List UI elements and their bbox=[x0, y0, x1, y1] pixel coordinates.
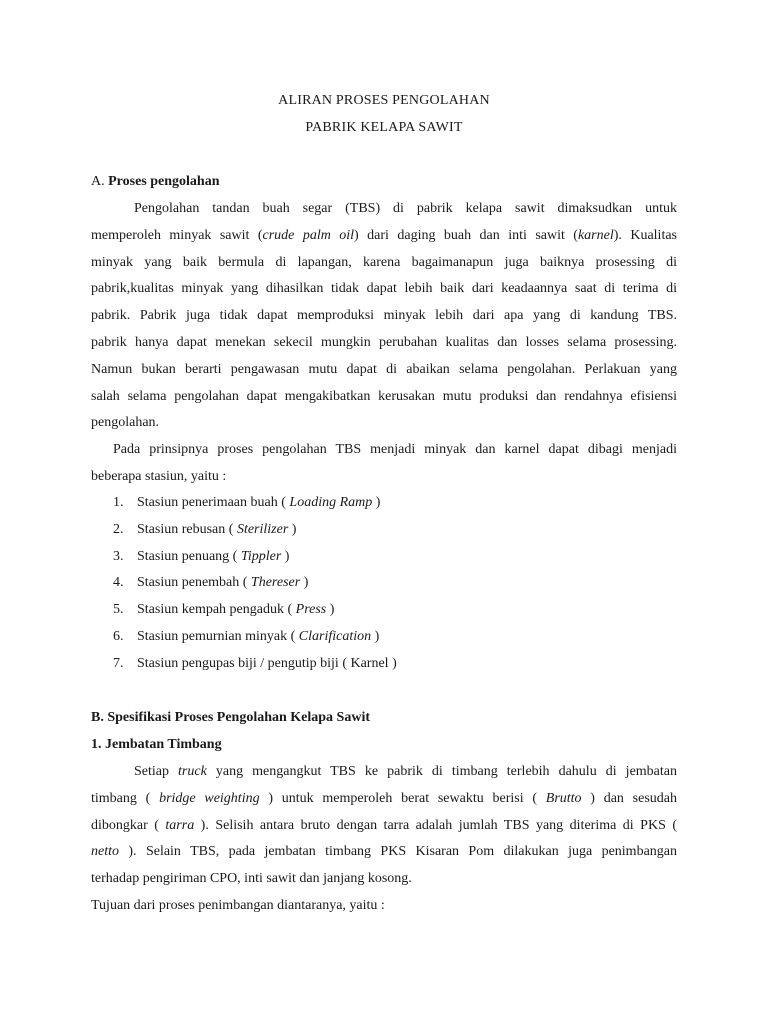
paragraph-line: beberapa stasiun, yaitu : bbox=[91, 468, 227, 484]
italic-term: Clarification bbox=[298, 628, 372, 644]
italic-term: Brutto bbox=[545, 790, 582, 806]
section-b-subheading-1: 1. Jembatan Timbang bbox=[91, 737, 222, 752]
section-b-heading: B. Spesifikasi Proses Pengolahan Kelapa Sawit bbox=[91, 710, 371, 725]
station-list bbox=[113, 490, 397, 678]
paragraph-line bbox=[91, 223, 677, 250]
paragraph-line: pabrik. Pabrik juga tidak dapat memproduksi minyak lebih dari apa yang di kandung TBS. bbox=[91, 308, 677, 324]
paragraph-line: Namun bukan berarti pengawasan mutu dapat di abaikan selama pengolahan. Perlakuan yang bbox=[91, 361, 677, 377]
italic-term: karnel bbox=[577, 227, 614, 243]
paragraph-line bbox=[91, 839, 677, 866]
section-a-prefix: A. bbox=[91, 174, 105, 189]
paragraph-line bbox=[91, 759, 677, 786]
section-a-paragraph-1 bbox=[91, 196, 677, 437]
text-run: ) dan sesudah bbox=[581, 790, 678, 806]
list-number: 4. bbox=[113, 575, 124, 591]
list-number: 1. bbox=[113, 495, 124, 510]
text-run: yang mengangkut TBS ke pabrik di timbang terlebih dahulu di jembatan bbox=[206, 764, 677, 779]
text-run: Setiap bbox=[134, 764, 179, 779]
italic-term: tarra bbox=[165, 817, 195, 833]
italic-term: crude palm oil bbox=[262, 227, 355, 243]
paragraph-line: Pengolahan tandan buah segar (TBS) di pabrik kelapa sawit dimaksudkan untuk bbox=[134, 201, 677, 216]
list-number: 7. bbox=[113, 655, 124, 671]
list-number: 2. bbox=[113, 521, 124, 537]
paragraph-line bbox=[91, 813, 677, 840]
italic-term: netto bbox=[91, 844, 119, 860]
text-run: timbang ( bbox=[91, 790, 160, 806]
text-run: dibongkar ( bbox=[91, 817, 166, 833]
paragraph-line: Tujuan dari proses penimbangan diantaranya, yaitu : bbox=[91, 898, 385, 913]
paragraph-line bbox=[91, 786, 677, 813]
list-number: 3. bbox=[113, 548, 124, 564]
text-run: ) bbox=[288, 521, 297, 537]
text-run: Stasiun pemurnian minyak ( bbox=[137, 628, 299, 644]
document-title-line-2: PABRIK KELAPA SAWIT bbox=[305, 120, 463, 135]
text-run: ) dari daging buah dan inti sawit ( bbox=[354, 227, 578, 243]
list-item bbox=[113, 597, 397, 624]
section-b-paragraph-1 bbox=[91, 759, 677, 893]
paragraph-line: minyak yang baik bermula di lapangan, karena bagaimanapun juga baiknya prosessing di bbox=[91, 254, 677, 270]
text-run: ) bbox=[326, 602, 335, 618]
italic-term: Press bbox=[295, 602, 327, 618]
text-run: Stasiun penuang ( bbox=[137, 548, 241, 564]
list-item bbox=[113, 570, 397, 597]
list-item bbox=[113, 517, 397, 544]
list-item bbox=[113, 490, 397, 517]
italic-term: Thereser bbox=[250, 575, 301, 591]
paragraph-line: salah selama pengolahan dapat mengakibatkan kerusakan mutu produksi dan rendahnya efisiensi bbox=[91, 388, 677, 404]
text-run: ) bbox=[281, 548, 290, 564]
italic-term: Tippler bbox=[240, 548, 282, 564]
text-run: Stasiun penembah ( bbox=[137, 575, 251, 591]
section-b-paragraph-2 bbox=[91, 893, 677, 920]
paragraph-line: pabrik,kualitas minyak yang dihasilkan tidak dapat lebih baik dari keadaannya saat di terima di bbox=[91, 281, 677, 297]
paragraph-line: terhadap pengiriman CPO, inti sawit dan janjang kosong. bbox=[91, 871, 412, 887]
text-run: ) bbox=[371, 628, 380, 644]
text-run: ). Kualitas bbox=[613, 227, 677, 243]
list-item bbox=[113, 651, 397, 678]
text-run: Stasiun rebusan ( bbox=[137, 521, 237, 537]
text-run: ). Selain TBS, pada jembatan timbang PKS Kisaran Pom dilakukan juga penimbangan bbox=[119, 844, 677, 860]
list-number: 5. bbox=[113, 602, 124, 618]
list-number: 6. bbox=[113, 628, 124, 644]
document-title-line-1: ALIRAN PROSES PENGOLAHAN bbox=[278, 93, 490, 108]
list-item bbox=[113, 544, 397, 571]
list-item bbox=[113, 624, 397, 651]
section-a-heading bbox=[91, 174, 220, 190]
text-run: ). Selisih antara bruto dengan tarra adalah jumlah TBS yang diterima di PKS ( bbox=[194, 817, 677, 833]
italic-term: bridge weighting bbox=[159, 790, 260, 806]
text-run: ) bbox=[300, 575, 309, 591]
text-run: memperoleh minyak sawit ( bbox=[91, 227, 263, 243]
paragraph-line: pengolahan. bbox=[91, 415, 160, 431]
paragraph-line: pabrik hanya dapat menekan sekecil mungkin perubahan kualitas dan losses selama prosessing. bbox=[91, 334, 677, 350]
section-a-title: Proses pengolahan bbox=[108, 174, 220, 189]
italic-term: truck bbox=[178, 764, 207, 779]
text-run: ) bbox=[372, 495, 381, 510]
paragraph-line: Pada prinsipnya proses pengolahan TBS menjadi minyak dan karnel dapat dibagi menjadi bbox=[113, 442, 677, 457]
text-run: Stasiun pengupas biji / pengutip biji ( Karnel ) bbox=[137, 655, 397, 671]
text-run: Stasiun penerimaan buah ( bbox=[137, 495, 290, 510]
italic-term: Loading Ramp bbox=[289, 495, 373, 510]
section-a-paragraph-2 bbox=[91, 437, 677, 491]
italic-term: Sterilizer bbox=[236, 521, 289, 537]
text-run: ) untuk memperoleh berat sewaktu berisi ( bbox=[259, 790, 546, 806]
text-run: Stasiun kempah pengaduk ( bbox=[137, 602, 296, 618]
